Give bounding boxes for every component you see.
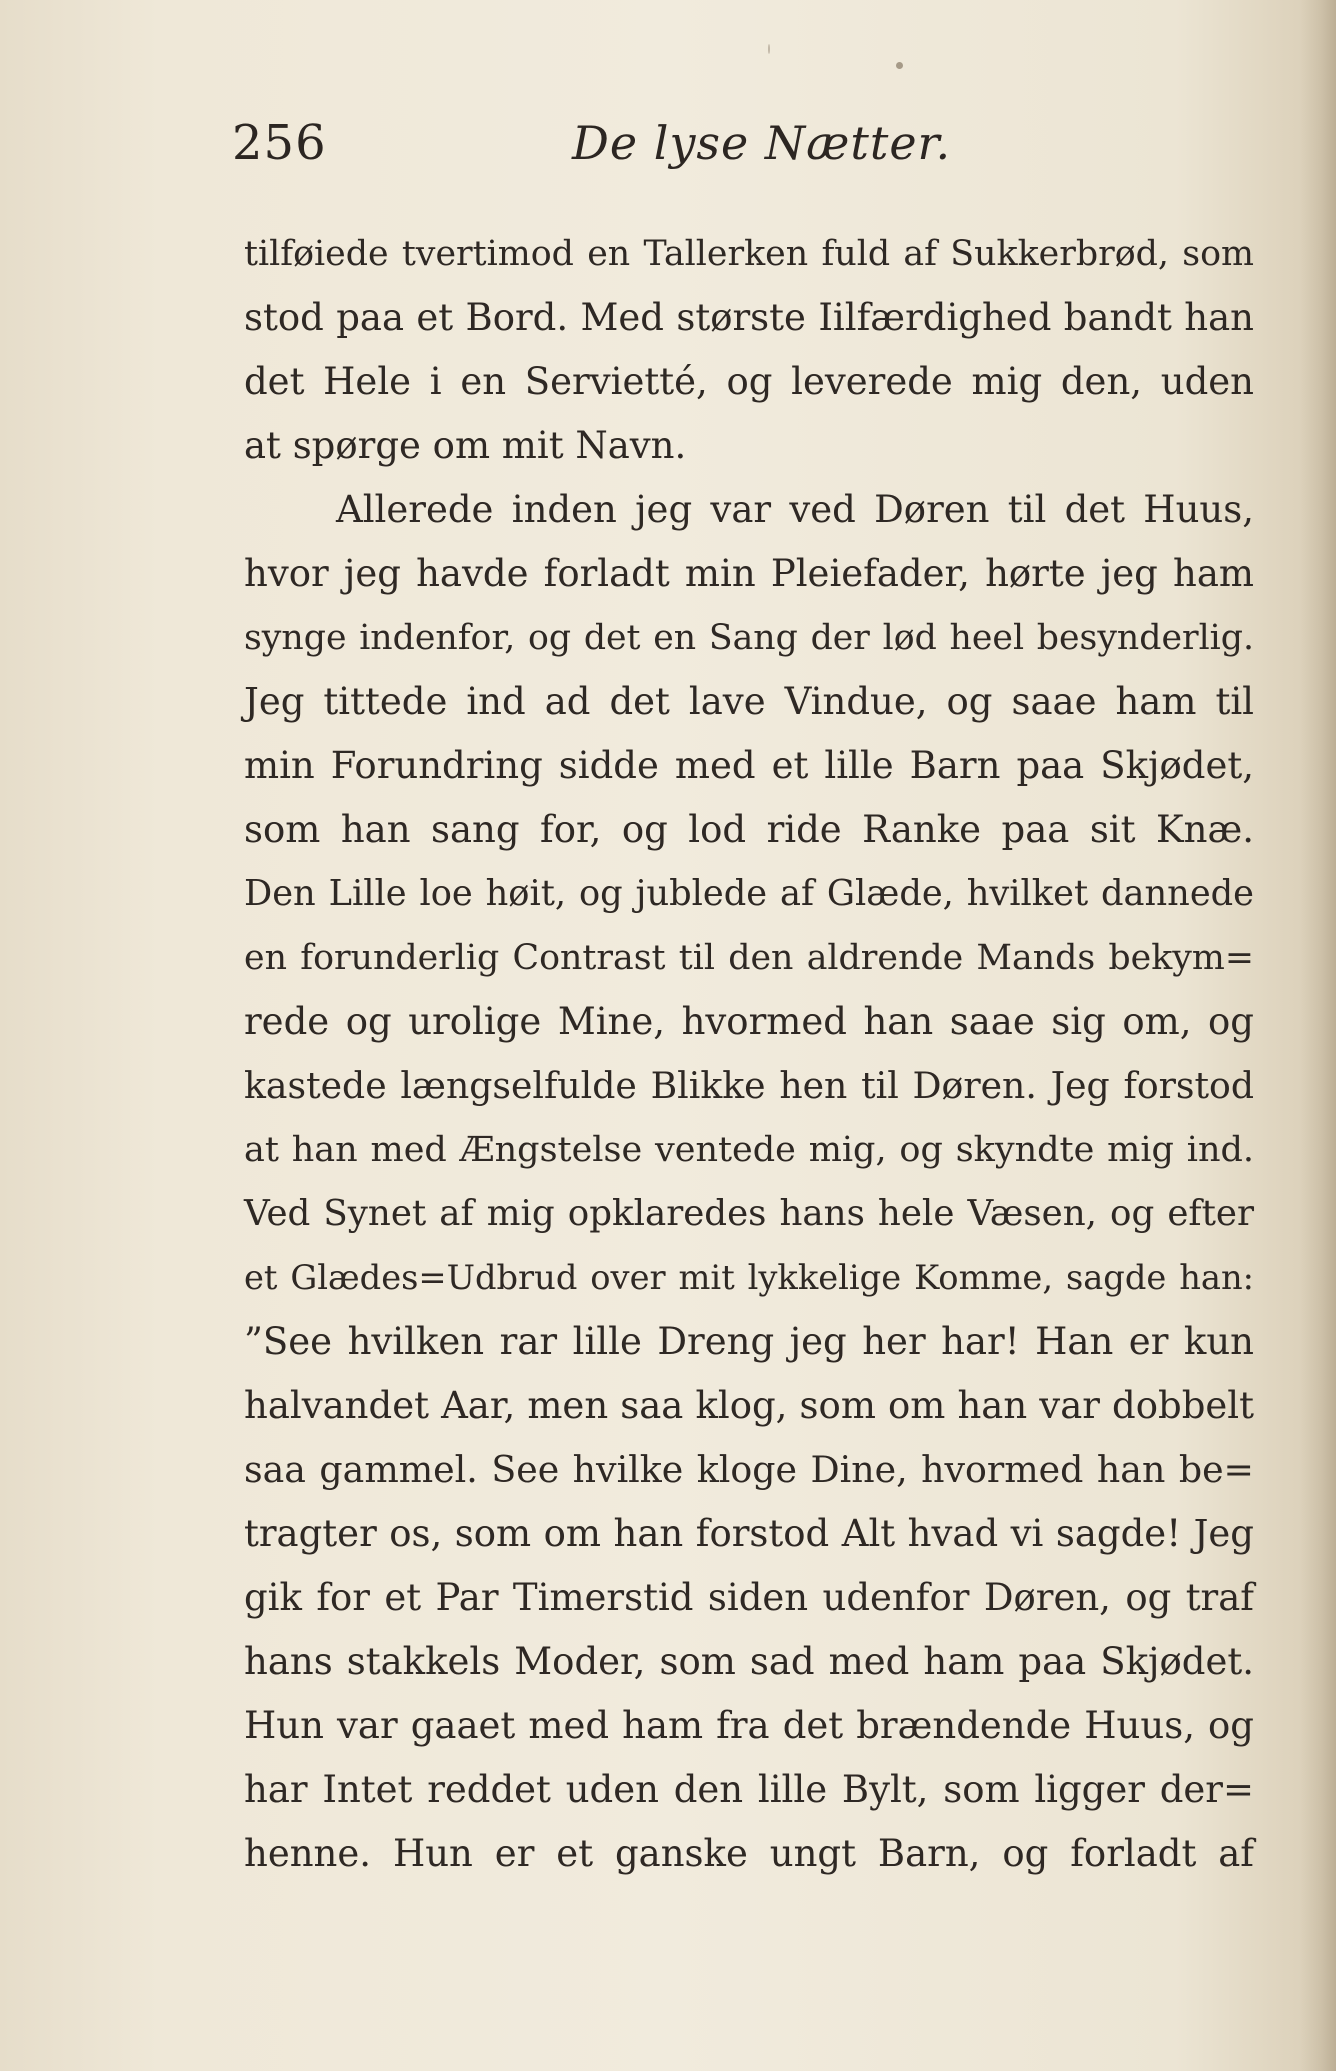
text-line: hans stakkels Moder, som sad med ham paa Skjødet. xyxy=(244,1640,1254,1683)
text-line: min Forundring sidde med et lille Barn paa Skjødet, xyxy=(244,744,1254,787)
text-line: halvandet Aar, men saa klog, som om han var dobbelt xyxy=(244,1384,1254,1427)
text-line: Hun var gaaet med ham fra det brændende Huus, og xyxy=(244,1704,1254,1747)
text-line: gik for et Par Timerstid siden udenfor Døren, og traf xyxy=(244,1576,1254,1619)
text-line: Allerede inden jeg var ved Døren til det Huus, xyxy=(336,488,1254,531)
text-line: synge indenfor, og det en Sang der lød heel besynderlig. xyxy=(244,618,1254,658)
page-number: 256 xyxy=(232,115,327,171)
paper-speck xyxy=(768,44,770,54)
text-line: hvor jeg havde forladt min Pleiefader, hørte jeg ham xyxy=(244,552,1254,595)
text-line: kastede længselfulde Blikke hen til Døren. Jeg forstod xyxy=(244,1064,1254,1107)
text-line: det Hele i en Servietté, og leverede mig den, uden xyxy=(244,360,1254,403)
text-line: rede og urolige Mine, hvormed han saae sig om, og xyxy=(244,1000,1254,1043)
text-line: tragter os, som om han forstod Alt hvad vi sagde! Jeg xyxy=(244,1512,1254,1555)
text-line: Den Lille loe høit, og jublede af Glæde, hvilket dannede xyxy=(244,873,1254,914)
body-text xyxy=(244,222,1254,1886)
text-line: en forunderlig Contrast til den aldrende Mands bekym= xyxy=(244,938,1254,978)
text-line: saa gammel. See hvilke kloge Dine, hvormed han be= xyxy=(244,1448,1254,1491)
running-title: De lyse Nætter. xyxy=(572,116,952,170)
text-line: Ved Synet af mig opklaredes hans hele Væsen, og efter xyxy=(244,1193,1254,1234)
text-line: Jeg tittede ind ad det lave Vindue, og saae ham til xyxy=(244,680,1254,723)
text-line: har Intet reddet uden den lille Bylt, som ligger der= xyxy=(244,1768,1254,1811)
text-line: tilføiede tvertimod en Tallerken fuld af Sukkerbrød, som xyxy=(244,234,1254,274)
text-line: ”See hvilken rar lille Dreng jeg her har! Han er kun xyxy=(244,1320,1254,1363)
running-header xyxy=(232,108,1112,178)
page-edge-shadow xyxy=(1300,0,1336,2071)
text-line: som han sang for, og lod ride Ranke paa sit Knæ. xyxy=(244,808,1254,851)
text-line: at han med Ængstelse ventede mig, og skyndte mig ind. xyxy=(244,1130,1254,1170)
text-line: et Glædes=Udbrud over mit lykkelige Komme, sagde han: xyxy=(244,1258,1254,1297)
text-line: at spørge om mit Navn. xyxy=(244,424,687,467)
text-line: stod paa et Bord. Med største Iilfærdighed bandt han xyxy=(244,296,1254,339)
paper-speck xyxy=(896,62,903,69)
text-line: henne. Hun er et ganske ungt Barn, og forladt af xyxy=(244,1832,1254,1875)
